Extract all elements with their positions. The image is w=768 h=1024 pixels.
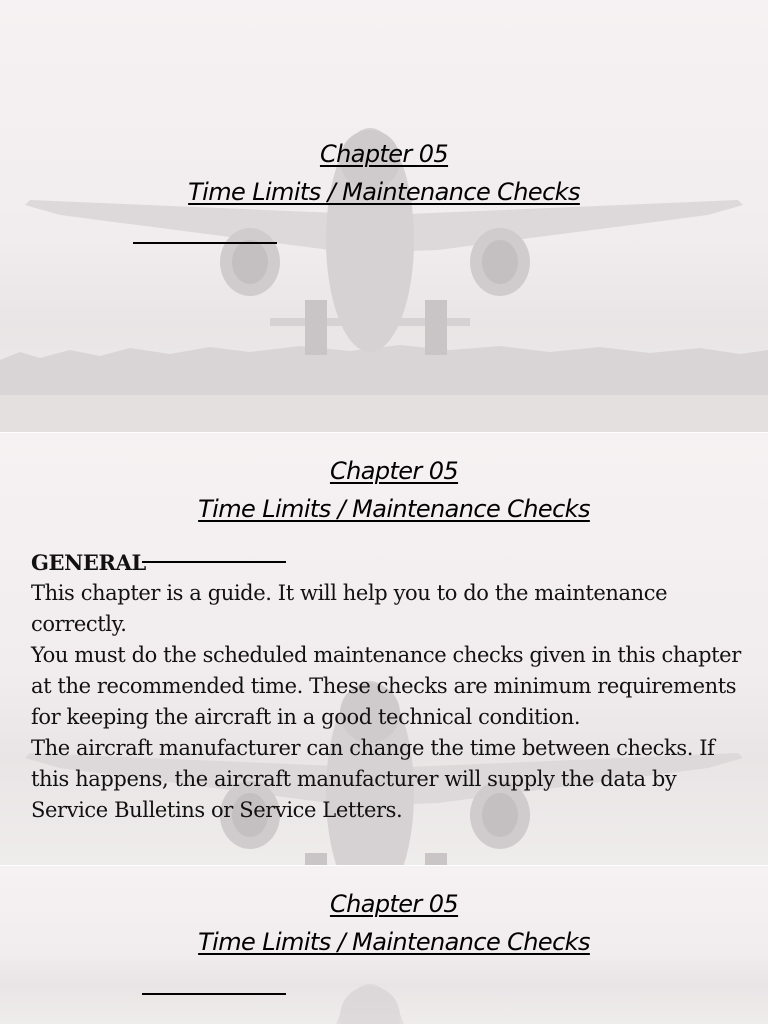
body-paragraph: This chapter is a guide. It will help you to do the maintenance correctly. xyxy=(31,581,668,636)
title-line-chapter: Chapter 05 xyxy=(329,890,459,918)
body-paragraph: You must do the scheduled maintenance checks given in this chapter at the recommended time. These checks are minimum requirements for keeping the aircraft in a good technical condition. xyxy=(31,643,741,729)
slide-2 xyxy=(0,433,768,865)
airplane-background-image xyxy=(0,0,768,432)
title-line-topic: Time Limits / Maintenance Checks xyxy=(198,495,590,523)
title-divider xyxy=(133,242,277,244)
title-line-topic: Time Limits / Maintenance Checks xyxy=(198,928,590,956)
slide-title xyxy=(10,885,768,961)
body-paragraph: The aircraft manufacturer can change the time between checks. If this happens, the aircraft manufacturer will supply the data by Service Bulletins or Service Letters. xyxy=(31,736,715,822)
section-heading: GENERAL xyxy=(31,550,146,575)
slide-1 xyxy=(0,0,768,432)
slide-title xyxy=(0,135,768,211)
title-divider xyxy=(142,993,286,995)
body-content xyxy=(31,547,751,826)
slide-3 xyxy=(0,866,768,1024)
slide-title xyxy=(10,452,768,528)
title-line-chapter: Chapter 05 xyxy=(329,457,459,485)
title-line-topic: Time Limits / Maintenance Checks xyxy=(188,178,580,206)
title-line-chapter: Chapter 05 xyxy=(319,140,449,168)
